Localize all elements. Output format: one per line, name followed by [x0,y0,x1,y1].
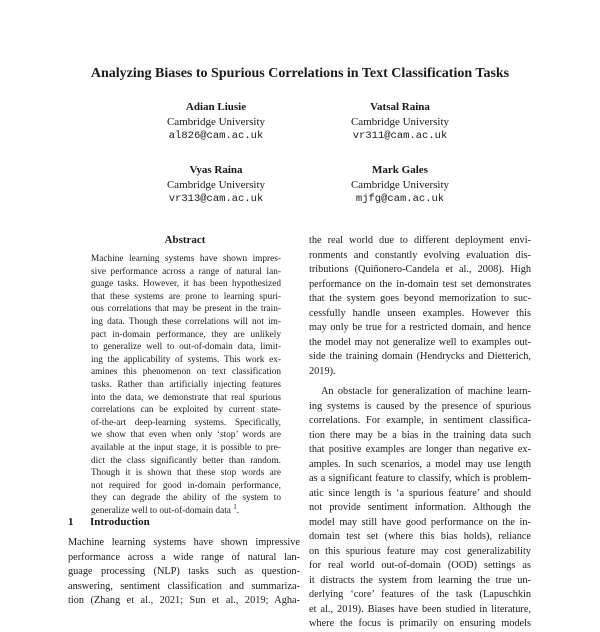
abstract-body [91,253,281,517]
paper-title: Analyzing Biases to Spurious Correlations in Text Classification Tasks [90,66,510,81]
abstract-last-text: generalize well to out-of-domain data [91,505,231,516]
body-line: as a significant feature to classify, which is problem- [309,473,531,484]
author-name: Vatsal Raina [370,101,430,113]
abstract-line: ing the applicability of systems. This work ex- [91,354,281,365]
body-line: may only be true for a restricted domain, and hence [309,322,531,333]
body-line: performance on the in-domain test set demonstrates [309,278,531,290]
abstract-line: ous correlations that may be present in the train- [91,304,281,315]
author-block [116,163,316,207]
body-line: correlations. For example, in sentiment classifica- [309,415,531,426]
right-column [309,234,531,632]
body-line: 2019). [309,365,336,377]
body-line: et al., 2019). Biases have been studied in literature, [309,603,531,615]
author-email: mjfg@cam.ac.uk [355,193,445,205]
body-line: side the training domain (Hendrycks and Dietterich, [309,351,531,362]
body-line: tion there may be a bias in the training data such [309,429,531,441]
abstract-line: not required for good in-domain performance, [91,480,281,491]
body-line: where the focus is primarily on ensuring models [309,618,531,629]
abstract-line: sive performance across a range of natural lan- [91,266,281,277]
body-line: derlying ‘core’ features of the task (Lapuschkin [309,589,531,600]
body-line: it distracts the system from learning the true un- [309,574,531,586]
author-affiliation: Cambridge University [350,115,450,128]
body-line: for real world out-of-domain (OOD) settings as [309,560,531,571]
abstract-line: we show that even when only ‘stop’ words are [91,430,281,441]
abstract-line: available at the input stage, it is possible to pre- [91,442,281,453]
body-line: on this spurious feature may cost generalizability [309,545,531,557]
abstract-line: they can degrade the ability of the system to [91,493,281,504]
abstract-line: amines this phenomenon on text classification [91,367,281,378]
intro-line: answering, sentiment classification and summariza- [68,580,300,592]
abstract-line: Machine learning systems have shown impres- [91,254,281,264]
body-line: atic since length is ‘a spurious feature’ and should [309,487,531,499]
author-email: vr311@cam.ac.uk [352,130,448,142]
author-affiliation: Cambridge University [350,178,450,191]
author-name: Adian Liusie [185,101,247,113]
author-block [300,163,500,207]
abstract-line: correlations can be exploited by current state- [91,405,281,416]
abstract-end-punct: . [236,505,240,516]
abstract-line: to generalize well to out-of-domain data, limit- [91,342,281,353]
section-heading [68,516,150,528]
body-line: that positive examples are longer than negative ex- [309,444,531,455]
abstract-line: tasks. Rather than artificially injecting features [91,379,281,390]
author-affiliation: Cambridge University [166,115,266,128]
author-block [300,100,500,144]
body-line: ronments and constantly evolving evaluation dis- [309,249,531,261]
introduction-body [68,536,300,609]
body-line: model may still have good performance on the in- [309,516,531,528]
author-name: Vyas Raina [189,164,243,176]
body-line: ing systems is caused by the presence of spurious [309,400,531,412]
abstract-line: Though it is shown that these stop words are [91,468,281,479]
abstract-line: guage tasks. However, it has been hypothesized [91,279,281,290]
body-line: tributions (Quiñonero-Candela et al., 2008). High [309,264,531,275]
abstract-line: ing data. Though these correlations will not im- [91,316,281,327]
body-line: the real world due to different deployment envi- [309,235,531,246]
abstract-heading: Abstract [164,234,206,246]
author-block [116,100,316,144]
abstract-line: pact in-domain performance, they are unlikely [91,329,281,340]
intro-line: Machine learning systems have shown impressive [68,537,300,548]
intro-line: tion (Zhang et al., 2021; Sun et al., 2019; Agha- [68,595,300,606]
author-email: vr313@cam.ac.uk [168,193,264,205]
body-line: that the system goes beyond memorization to suc- [309,293,531,304]
abstract-line: dict the class significantly better than random. [91,455,281,466]
abstract-line: of-the-art deep-learning systems. Specifically, [91,417,281,428]
intro-line: guage processing (NLP) tasks such as question- [68,566,300,577]
body-line: not provide sentiment information. Although the [309,502,531,513]
section-title: Introduction [90,516,150,528]
author-name: Mark Gales [372,164,428,176]
body-line: domain test set (where this bias holds), reliance [309,531,531,542]
author-email: al826@cam.ac.uk [168,130,264,142]
section-number: 1 [68,516,74,528]
body-line: cessfully handle unseen examples. However this [309,307,531,319]
body-line: the model may not generalize well to examples out- [309,336,531,348]
author-affiliation: Cambridge University [166,178,266,191]
intro-line: performance across a wide range of natural lan- [68,551,300,563]
footnote-mark: 1 [233,502,237,511]
body-line: amples. In such scenarios, a model may use length [309,458,531,470]
abstract-line: that these systems are prone to learning spuri- [91,291,281,302]
body-line: An obstacle for generalization of machine learn- [321,386,531,397]
abstract-line: into the data, we demonstrate that real spurious [91,392,281,403]
